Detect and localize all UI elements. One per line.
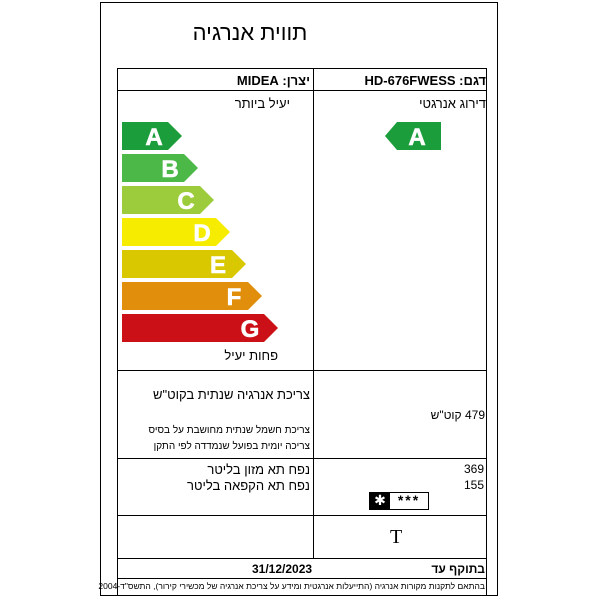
rating-bar-letter: G bbox=[240, 316, 260, 343]
valid-until-label: בתוקף עד bbox=[431, 562, 485, 576]
rating-bar-letter: B bbox=[161, 156, 179, 183]
rating-bar-letter: F bbox=[226, 284, 242, 311]
regulation-footer: בהתאם לתקנות מקורות אנרגיה (התייעלות אנרגטית ומידע על צריכת אנרגיה של מכשירי קירור), התשס"ד-2004 bbox=[98, 581, 485, 591]
annual-consumption-label: צריכת אנרגיה שנתית בקוט"ש bbox=[153, 387, 310, 402]
fresh-food-volume-value: 369 bbox=[464, 462, 485, 476]
rating-bar-d bbox=[122, 218, 230, 246]
freezer-volume-value: 155 bbox=[464, 478, 485, 492]
rating-bar-letter: D bbox=[193, 220, 211, 247]
rating-bar-letter: E bbox=[209, 252, 227, 279]
freezer-stars: *** bbox=[397, 492, 421, 508]
manufacturer-field: יצרן: MIDEA bbox=[236, 73, 310, 88]
consumption-note-line1: צריכת חשמל שנתית מחושבת על בסיס bbox=[148, 425, 310, 436]
rating-bar-c bbox=[122, 186, 214, 214]
least-efficient-label: פחות יעיל bbox=[224, 348, 278, 363]
most-efficient-label: יעיל ביותר bbox=[234, 96, 290, 111]
label-title: תווית אנרגיה bbox=[192, 20, 308, 45]
model-field: דגם: HD-676FWESS bbox=[364, 73, 486, 88]
rating-bar-e bbox=[122, 250, 246, 278]
snowflake-icon: ✱ bbox=[370, 493, 390, 509]
climate-class-symbol: T bbox=[390, 526, 403, 548]
fresh-food-volume-label: נפח תא מזון בליטר bbox=[207, 462, 310, 477]
valid-until-date: 31/12/2023 bbox=[252, 562, 313, 576]
freezer-star-rating bbox=[369, 492, 429, 510]
rating-bar-letter: C bbox=[177, 188, 195, 215]
rating-bar-b bbox=[122, 154, 198, 182]
consumption-note-line2: צריכה יומית בפועל שנמדדה לפי התקן bbox=[153, 441, 310, 452]
selected-rating-letter: A bbox=[408, 124, 426, 151]
freezer-volume-label: נפח תא הקפאה בליטר bbox=[187, 478, 310, 493]
annual-consumption-value: 479 קוט"ש bbox=[430, 408, 485, 422]
rating-bar-letter: A bbox=[145, 124, 163, 151]
energy-rating-label: דירוג אנרגטי bbox=[419, 96, 486, 111]
